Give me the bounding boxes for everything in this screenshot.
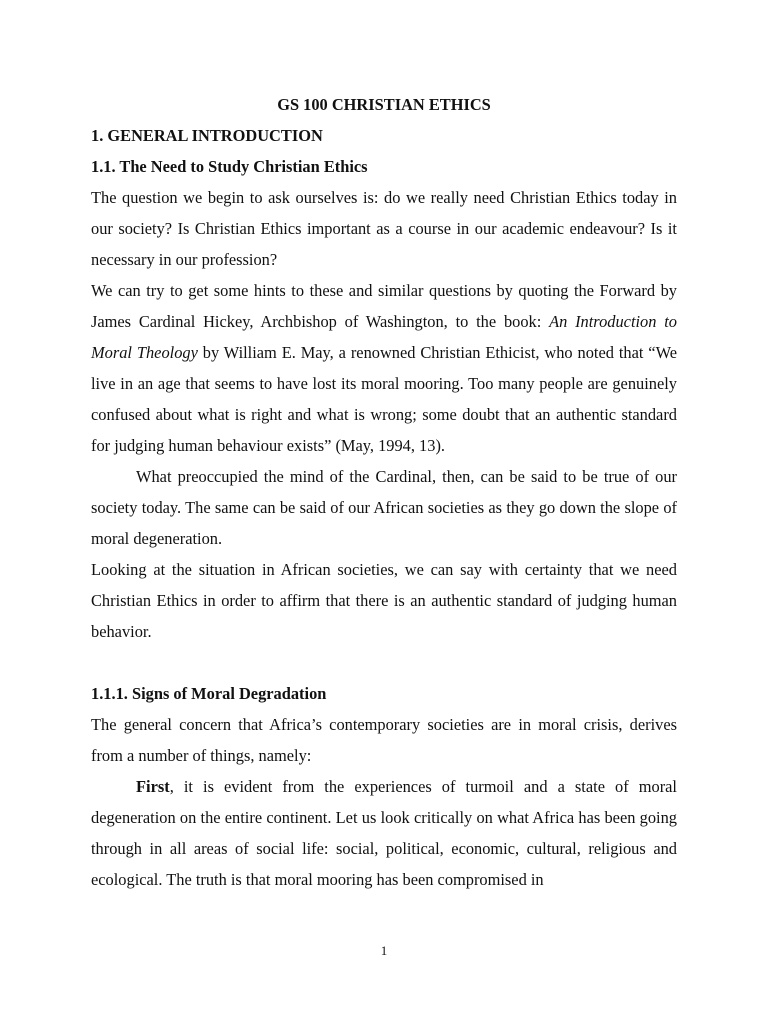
paragraph-question: The question we begin to ask ourselves is: do we really need Christian Ethics today in our society? Is Christian Ethics important as a course in our academic endeavour? Is it necessary in our profession? bbox=[91, 188, 677, 269]
document-title: GS 100 CHRISTIAN ETHICS bbox=[277, 95, 491, 114]
paragraph-african-situation: Looking at the situation in African societies, we can say with certainty that we need Christian Ethics in order to affirm that there is an authentic standard of judging human behavior. bbox=[91, 560, 677, 641]
paragraph-general-concern: The general concern that Africa’s contemporary societies are in moral crisis, derives from a number of things, namely: bbox=[91, 715, 677, 765]
blank-line bbox=[91, 647, 677, 678]
page-number: 1 bbox=[380, 943, 388, 958]
page-content bbox=[91, 89, 677, 895]
paragraph-cardinal: What preoccupied the mind of the Cardinal, then, can be said to be true of our society today. The same can be said of our African societies as they go down the slope of moral degeneration. bbox=[91, 467, 677, 548]
book-title: An Introduction to Moral Theology bbox=[91, 312, 677, 362]
heading-general-introduction: 1. GENERAL INTRODUCTION bbox=[91, 126, 323, 145]
heading-signs-of-moral-degradation: 1.1.1. Signs of Moral Degradation bbox=[91, 684, 327, 703]
forward-text-end: by William E. May, a renowned Christian Ethicist, who noted that “We live in an age that seems to have lost its moral mooring. Too many people are genuinely confused about what is right and what is wrong; some doubt that an authentic standard for judging human behaviour exists” (May, 1994, 13). bbox=[91, 343, 677, 455]
paragraph-first bbox=[91, 771, 677, 895]
forward-text-start: We can try to get some hints to these and similar questions by quoting the Forward by James Cardinal Hickey, Archbishop of Washington, to the book: bbox=[91, 281, 677, 331]
heading-need-to-study: 1.1. The Need to Study Christian Ethics bbox=[91, 157, 368, 176]
first-lead-word: First bbox=[136, 777, 170, 796]
first-text: , it is evident from the experiences of turmoil and a state of moral degeneration on the entire continent. Let us look critically on what Africa has been going through in all areas of social life: social, political, economic, cultural, religious and ecological. The truth is that moral mooring has been compromised in bbox=[91, 777, 677, 889]
paragraph-forward-quote bbox=[91, 275, 677, 461]
